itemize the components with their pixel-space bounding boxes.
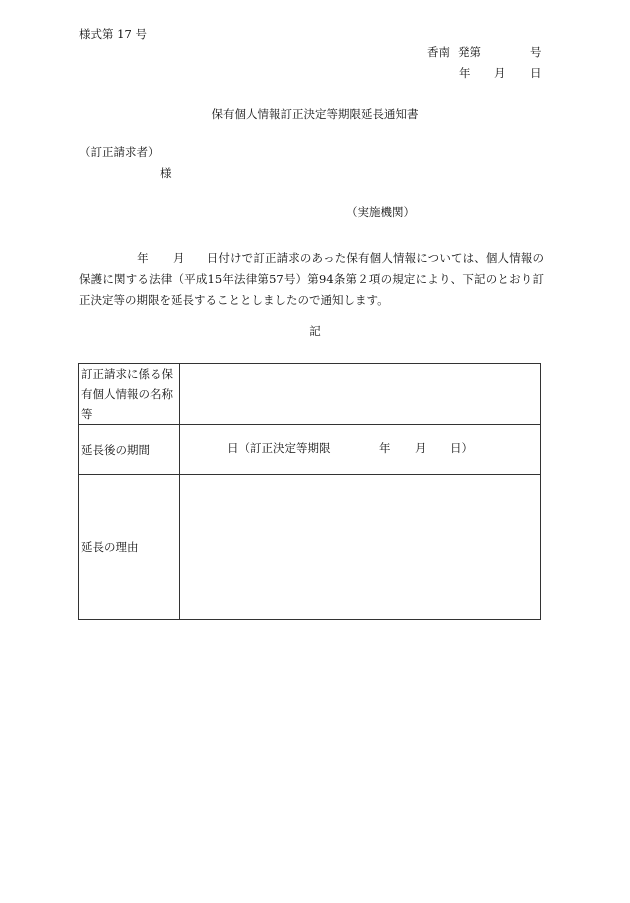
row-value-info-name [180,364,541,425]
period-month: 月 [415,440,427,455]
form-number: 様式第 17 号 [79,27,147,41]
details-table [78,363,541,620]
row-label-extended-period: 延長後の期間 [79,425,180,475]
addressee-honorific: 様 [160,166,172,180]
row-label-info-name: 訂正請求に係る保有個人情報の名称等 [79,364,180,425]
issuer-prefix: 香南 [427,45,450,59]
issuer-go: 号 [530,45,542,59]
issuer-hatsu: 発第 [458,45,481,59]
body-date-year: 年 [137,251,149,265]
issue-date-day: 日 [530,66,542,80]
table-row [79,425,541,475]
table-row [79,364,541,425]
body-date-month: 月 [172,251,185,265]
row-label-reason: 延長の理由 [79,475,180,620]
notice-body [79,248,544,311]
period-year: 年 [379,440,391,455]
row-value-extended-period [180,425,541,475]
issue-date-year: 年 [459,66,471,80]
period-day-deadline: 日（訂正決定等期限 [227,440,331,455]
document-title: 保有個人情報訂正決定等期限延長通知書 [211,107,419,121]
ki-heading: 記 [309,324,321,338]
period-close: 日） [450,440,473,455]
issuer-number-line [427,47,542,61]
agency-label: （実施機関） [346,205,415,219]
issue-date-line [459,68,542,82]
issue-date-month: 月 [494,66,506,80]
body-text: 日付けで訂正請求のあった保有個人情報については、個人情報の保護に関する法律（平成15年法律第57号）第94条第２項の規定により、下記のとおり訂正決定等の期限を延長することとしましたので通知します。 [79,251,545,307]
row-value-reason [180,475,541,620]
table-row [79,475,541,620]
addressee-label: （訂正請求者） [79,145,160,159]
